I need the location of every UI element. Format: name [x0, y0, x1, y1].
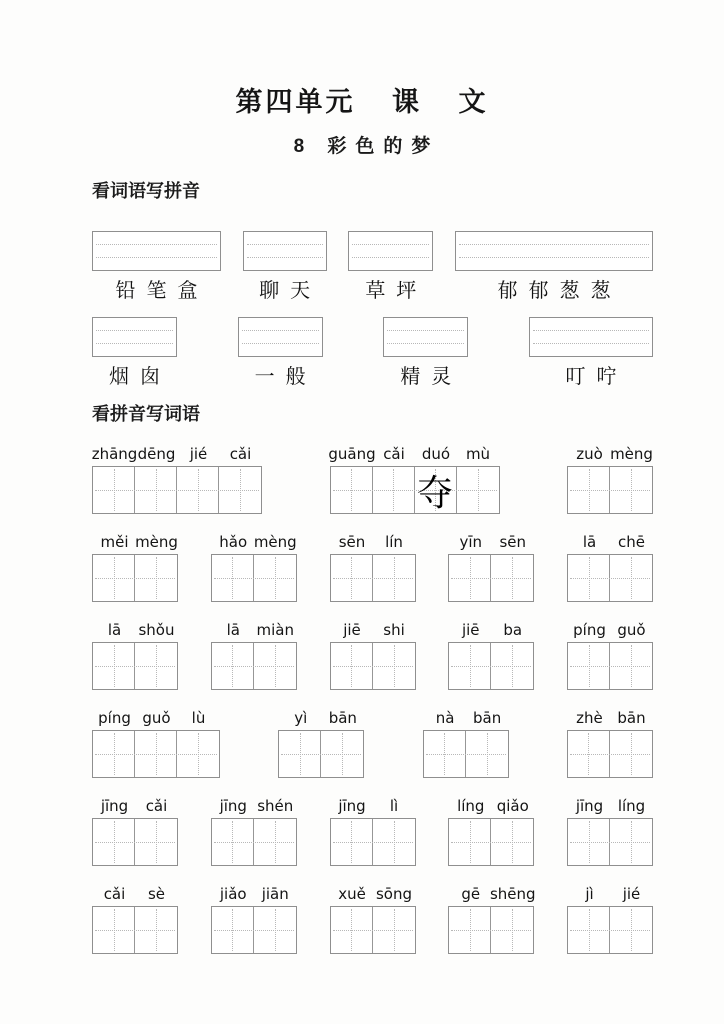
tianzige-cell[interactable] [93, 467, 135, 513]
pinyin-syllable: guǒ [617, 621, 646, 639]
character-grid [92, 730, 220, 778]
pinyin-syllable: sēn [499, 533, 527, 551]
tianzige-cell[interactable] [135, 907, 177, 953]
word-entry-group [330, 885, 416, 954]
character-grid [448, 818, 534, 866]
pinyin-syllable: shén [257, 797, 294, 815]
pinyin-answer-box[interactable] [383, 317, 468, 357]
section-header-pinyin-to-words: 看拼音写词语 [92, 404, 200, 424]
word-entry-row [92, 621, 653, 690]
character-grid [448, 554, 534, 602]
pinyin-syllable: shi [383, 621, 405, 639]
character-grid [448, 642, 534, 690]
tianzige-cell[interactable] [331, 643, 373, 689]
tianzige-cell[interactable] [321, 731, 363, 777]
word-label: 聊天 [259, 278, 322, 302]
pinyin-syllable: jì [585, 885, 594, 903]
word-to-pinyin-item [238, 317, 323, 389]
tianzige-cell[interactable] [93, 907, 135, 953]
tianzige-cell[interactable] [93, 731, 135, 777]
pinyin-label-line [567, 709, 653, 728]
pinyin-syllable: sè [147, 885, 166, 903]
character-grid [211, 818, 297, 866]
pinyin-syllable: nà [435, 709, 455, 727]
tianzige-cell[interactable] [331, 907, 373, 953]
worksheet-content [92, 180, 653, 954]
pinyin-answer-box[interactable] [348, 231, 433, 271]
pinyin-syllable: jié [189, 445, 208, 463]
tianzige-cell[interactable] [373, 819, 415, 865]
tianzige-cell[interactable] [610, 643, 652, 689]
pinyin-syllable: cǎi [229, 445, 252, 463]
character-grid [330, 906, 416, 954]
word-entry-group [448, 797, 534, 866]
pinyin-label-line [92, 533, 178, 552]
pinyin-syllable: jiǎo [219, 885, 247, 903]
tianzige-cell[interactable] [610, 819, 652, 865]
pinyin-label-line [330, 621, 416, 640]
character-grid [330, 642, 416, 690]
pinyin-syllable: shēng [489, 885, 536, 903]
pinyin-label-line [211, 885, 297, 904]
pinyin-syllable: píng [573, 621, 606, 639]
character-grid [330, 466, 500, 514]
pinyin-syllable: duó [421, 445, 451, 463]
tianzige-cell[interactable] [373, 643, 415, 689]
word-entry-group [92, 709, 220, 778]
word-entry-group [330, 533, 416, 602]
tianzige-cell[interactable] [212, 643, 254, 689]
character-grid [92, 818, 178, 866]
tianzige-cell[interactable] [93, 643, 135, 689]
pinyin-answer-box[interactable] [455, 231, 653, 271]
word-entry-group [211, 621, 297, 690]
pinyin-syllable: cǎi [103, 885, 126, 903]
pinyin-syllable: mù [465, 445, 491, 463]
pinyin-syllable: guǒ [142, 709, 171, 727]
pinyin-label-line [211, 621, 297, 640]
tianzige-cell[interactable] [254, 643, 296, 689]
tianzige-cell[interactable] [373, 907, 415, 953]
word-entry-group [92, 797, 178, 866]
word-entry-group [330, 797, 416, 866]
word-entry-group [567, 533, 653, 602]
word-entry-row [92, 709, 653, 778]
tianzige-cell[interactable] [135, 731, 177, 777]
pinyin-syllable: jīng [100, 797, 129, 815]
pinyin-syllable: jié [622, 885, 641, 903]
character-grid [567, 466, 653, 514]
tianzige-cell[interactable] [457, 467, 499, 513]
pinyin-syllable: lā [582, 533, 597, 551]
word-to-pinyin-item [348, 231, 433, 303]
tianzige-cell[interactable] [135, 643, 177, 689]
pinyin-syllable: hǎo [219, 533, 248, 551]
tianzige-cell[interactable] [93, 819, 135, 865]
pinyin-label-line [448, 797, 534, 816]
tianzige-cell[interactable] [568, 819, 610, 865]
pinyin-label-line [330, 445, 500, 464]
character-grid [211, 554, 297, 602]
tianzige-cell[interactable] [279, 731, 321, 777]
pinyin-label-line [448, 533, 534, 552]
word-entry-group [330, 621, 416, 690]
words-to-pinyin-section [92, 231, 653, 389]
tianzige-cell[interactable] [254, 819, 296, 865]
pinyin-label-line [448, 621, 534, 640]
word-entry-group [423, 709, 509, 778]
word-label: 草坪 [365, 278, 428, 302]
character-grid [330, 818, 416, 866]
pinyin-label-line [92, 709, 220, 728]
word-entry-group [448, 533, 534, 602]
tianzige-cell[interactable] [331, 467, 373, 513]
pinyin-syllable: qiǎo [496, 797, 529, 815]
pinyin-label-line [92, 445, 262, 464]
pinyin-syllable: jīng [338, 797, 366, 815]
character-grid [567, 818, 653, 866]
word-entry-group [567, 885, 653, 954]
pinyin-box-row [92, 231, 653, 303]
character-grid [278, 730, 364, 778]
character-grid [423, 730, 509, 778]
word-entry-row [92, 533, 653, 602]
pinyin-answer-box[interactable] [529, 317, 653, 357]
pinyin-syllable: guāng [328, 445, 376, 463]
tianzige-cell[interactable] [135, 555, 177, 601]
pinyin-syllable: jīng [575, 797, 604, 815]
pinyin-answer-box[interactable] [243, 231, 327, 271]
pinyin-syllable: sōng [375, 885, 413, 903]
tianzige-cell[interactable] [177, 731, 219, 777]
word-entry-group [92, 885, 178, 954]
word-label: 郁郁葱葱 [497, 278, 622, 302]
pinyin-syllable: lín [385, 533, 403, 551]
pinyin-label-line [92, 621, 178, 640]
pinyin-label-line [92, 885, 178, 904]
tianzige-cell[interactable] [610, 555, 652, 601]
tianzige-cell[interactable] [212, 907, 254, 953]
pinyin-label-line [330, 533, 416, 552]
character-grid [330, 554, 416, 602]
tianzige-cell[interactable] [93, 555, 135, 601]
tianzige-cell[interactable] [331, 555, 373, 601]
pinyin-box-row [92, 317, 653, 389]
tianzige-cell[interactable] [568, 555, 610, 601]
word-entry-group [92, 621, 178, 690]
pinyin-syllable: xuě [338, 885, 366, 903]
pinyin-syllable: shǒu [138, 621, 175, 639]
word-entry-row [92, 797, 653, 866]
pinyin-syllable: sēn [338, 533, 366, 551]
word-to-pinyin-item [92, 317, 177, 389]
pinyin-label-line [211, 533, 297, 552]
pinyin-syllable: píng [98, 709, 131, 727]
pinyin-syllable: lì [389, 797, 399, 815]
pinyin-syllable: mèng [610, 445, 653, 463]
word-entry-group [92, 445, 262, 514]
pinyin-syllable: cǎi [145, 797, 168, 815]
pinyin-answer-box[interactable] [92, 317, 177, 357]
tianzige-cell[interactable] [331, 819, 373, 865]
tianzige-cell[interactable] [177, 467, 219, 513]
pinyin-label-line [448, 885, 534, 904]
tianzige-cell[interactable] [449, 819, 491, 865]
tianzige-cell[interactable] [219, 467, 261, 513]
word-entry-group [330, 445, 500, 514]
tianzige-cell[interactable] [491, 819, 533, 865]
word-label: 一般 [254, 364, 317, 388]
tianzige-cell[interactable] [568, 907, 610, 953]
pinyin-syllable: líng [457, 797, 485, 815]
pinyin-syllable: yì [294, 709, 308, 727]
tianzige-cell[interactable] [491, 555, 533, 601]
word-label: 烟囱 [109, 364, 171, 388]
character-grid [567, 642, 653, 690]
word-to-pinyin-item [383, 317, 468, 389]
character-grid [92, 906, 178, 954]
pinyin-label-line [211, 797, 297, 816]
tianzige-cell[interactable] [135, 819, 177, 865]
tianzige-cell[interactable] [491, 907, 533, 953]
tianzige-cell[interactable] [135, 467, 177, 513]
pinyin-syllable: cǎi [383, 445, 405, 463]
word-to-pinyin-item [455, 231, 653, 303]
pinyin-syllable: ba [503, 621, 523, 639]
tianzige-cell[interactable] [610, 731, 652, 777]
pinyin-syllable: jiē [461, 621, 480, 639]
pinyin-syllable: miàn [256, 621, 294, 639]
pinyin-label-line [330, 885, 416, 904]
tianzige-cell[interactable] [212, 819, 254, 865]
word-to-pinyin-item [92, 231, 221, 303]
word-label: 铅笔盒 [115, 278, 209, 302]
word-entry-group [278, 709, 364, 778]
pinyin-syllable: zuò [576, 445, 603, 463]
pinyin-answer-box[interactable] [238, 317, 323, 357]
pinyin-syllable: bān [617, 709, 646, 727]
tianzige-cell[interactable] [568, 643, 610, 689]
pinyin-syllable: měi [100, 533, 129, 551]
tianzige-cell[interactable] [415, 467, 457, 513]
tianzige-cell[interactable] [568, 467, 610, 513]
character-grid [211, 642, 297, 690]
tianzige-cell[interactable] [424, 731, 466, 777]
character-grid [92, 466, 262, 514]
tianzige-cell[interactable] [254, 555, 296, 601]
tianzige-cell[interactable] [449, 643, 491, 689]
pinyin-label-line [567, 797, 653, 816]
word-entry-row [92, 885, 653, 954]
pinyin-label-line [567, 445, 653, 464]
pinyin-label-line [278, 709, 364, 728]
word-entry-group [448, 621, 534, 690]
pinyin-label-line [330, 797, 416, 816]
section-header-words-to-pinyin: 看词语写拼音 [92, 181, 200, 201]
pinyin-syllable: bān [328, 709, 357, 727]
tianzige-cell[interactable] [466, 731, 508, 777]
tianzige-cell[interactable] [610, 907, 652, 953]
word-to-pinyin-item [529, 317, 653, 389]
word-entry-row [92, 445, 653, 514]
pinyin-syllable: mèng [253, 533, 297, 551]
tianzige-cell[interactable] [212, 555, 254, 601]
pinyin-label-line [567, 885, 653, 904]
pinyin-syllable: dēng [137, 445, 176, 463]
pinyin-syllable: zhāng [91, 445, 138, 463]
word-label: 精灵 [400, 364, 463, 388]
pinyin-syllable: zhè [576, 709, 603, 727]
tianzige-cell[interactable] [373, 555, 415, 601]
pinyin-syllable: jīng [219, 797, 247, 815]
pinyin-answer-box[interactable] [92, 231, 221, 271]
pinyin-label-line [423, 709, 509, 728]
word-entry-group [567, 445, 653, 514]
pinyin-syllable: jiē [343, 621, 361, 639]
tianzige-cell[interactable] [449, 555, 491, 601]
tianzige-cell[interactable] [373, 467, 415, 513]
pinyin-syllable: mèng [135, 533, 178, 551]
pinyin-label-line [567, 533, 653, 552]
word-entry-group [211, 797, 297, 866]
tianzige-cell[interactable] [491, 643, 533, 689]
pinyin-syllable: jiān [261, 885, 289, 903]
tianzige-cell[interactable] [254, 907, 296, 953]
word-entry-group [211, 885, 297, 954]
word-entry-group [567, 797, 653, 866]
pinyin-syllable: gē [461, 885, 481, 903]
character-grid [92, 642, 178, 690]
character-grid [211, 906, 297, 954]
word-entry-group [567, 621, 653, 690]
word-label: 叮咛 [565, 364, 628, 388]
pinyin-syllable: chē [618, 533, 645, 551]
pinyin-syllable: bān [473, 709, 502, 727]
word-entry-group [211, 533, 297, 602]
character-grid [567, 730, 653, 778]
word-entry-group [567, 709, 653, 778]
pinyin-label-line [567, 621, 653, 640]
character-grid [567, 554, 653, 602]
pinyin-syllable: yīn [459, 533, 483, 551]
pinyin-syllable: lā [226, 621, 240, 639]
lesson-title: 8 彩色的梦 [293, 136, 440, 157]
word-entry-group [448, 885, 534, 954]
word-to-pinyin-item [243, 231, 327, 303]
pinyin-label-line [92, 797, 178, 816]
character-grid [567, 906, 653, 954]
unit-title: 第四单元 课 文 [235, 87, 489, 117]
tianzige-cell[interactable] [610, 467, 652, 513]
word-entry-group [92, 533, 178, 602]
tianzige-cell[interactable] [449, 907, 491, 953]
pinyin-syllable: lù [191, 709, 206, 727]
character-grid [448, 906, 534, 954]
pinyin-syllable: lā [107, 621, 122, 639]
pinyin-syllable: líng [617, 797, 646, 815]
tianzige-cell[interactable] [568, 731, 610, 777]
pinyin-to-words-section [92, 445, 653, 954]
handwritten-answer: 夺 [416, 472, 453, 514]
character-grid [92, 554, 178, 602]
